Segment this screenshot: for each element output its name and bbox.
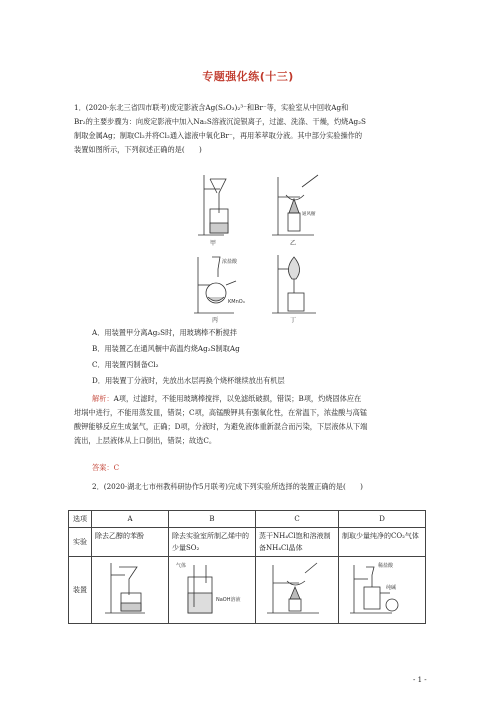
page-number: - 1 - — [413, 676, 427, 684]
label-naoh: NaOH溶液 — [216, 597, 241, 603]
q1-option-a: A．用装置甲分离Ag₂S时，用玻璃棒不断搅拌 — [92, 328, 237, 337]
label-conc-hcl: 浓盐酸 — [222, 259, 238, 265]
row-label: 实验 — [69, 528, 92, 557]
experiment-cell: 除去实验室所制乙烯中的少量SO₂ — [169, 528, 256, 557]
header-cell: A — [92, 511, 169, 528]
heating-apparatus — [272, 175, 318, 235]
q2-options-table — [68, 510, 426, 624]
q1-stem-line1: 1．(2020·东北三省四市联考)废定影液含Ag(S₂O₃)₂³⁻和Br⁻等，实验室从中回收Ag和 — [74, 103, 349, 112]
header-cell: 选项 — [69, 511, 92, 528]
q1-apparatus-figure — [190, 165, 330, 323]
label-gas: 气体 — [176, 563, 187, 569]
q1-option-b: B．用装置乙在通风橱中高温灼烧Ag₂S制取Ag — [92, 344, 240, 353]
label-marble: 纯碱 — [386, 585, 397, 591]
evaporation-icon — [259, 559, 335, 617]
label-yi: 乙 — [290, 240, 297, 247]
q1-analysis-line4: 流出，上层液体从上口倒出，错误；故选C。 — [74, 436, 217, 445]
table-row-experiment — [69, 528, 426, 557]
gas-generator-icon — [342, 559, 422, 617]
analysis-label: 解析： — [92, 394, 114, 403]
experiment-cell: 蒸干NH₄Cl饱和溶液制备NH₄Cl晶体 — [256, 528, 339, 557]
row-label: 装置 — [69, 557, 92, 624]
label-jia: 甲 — [210, 240, 217, 247]
header-cell: D — [339, 511, 426, 528]
label-bing: 丙 — [212, 317, 219, 323]
separatory-funnel — [272, 255, 316, 313]
apparatus-cell — [339, 557, 426, 624]
q2-stem: 2．(2020·湖北七市州教科研协作5月联考)完成下列实验所选择的装置正确的是( ) — [92, 482, 363, 491]
label-ventilation: 通风橱 — [302, 212, 316, 217]
funnel-filter-icon — [95, 559, 165, 617]
gas-washing-bottle-icon — [172, 559, 252, 617]
filtration-apparatus — [198, 175, 228, 235]
apparatus-cell — [169, 557, 256, 624]
table-header-row — [69, 511, 426, 528]
header-cell: B — [169, 511, 256, 528]
q1-stem-line3: 制取金属Ag；制取Cl₂并将Cl₂通入滤液中氧化Br⁻，再用苯萃取分液。其中部分实验操作的 — [74, 131, 363, 140]
apparatus-cell — [256, 557, 339, 624]
q1-stem-line4: 装置如图所示，下列叙述正确的是( ) — [74, 145, 202, 154]
experiment-cell: 除去乙醇的苯酚 — [92, 528, 169, 557]
table-row-apparatus — [69, 557, 426, 624]
header-cell: C — [256, 511, 339, 528]
experiment-cell: 制取少量纯净的CO₂气体 — [339, 528, 426, 557]
q1-answer: 答案：C — [92, 463, 120, 472]
apparatus-cell — [92, 557, 169, 624]
q1-analysis-line1: 解析：A项，过滤时，不能用玻璃棒搅拌，以免滤纸破损，错误；B项，灼烧固体应在 — [92, 394, 362, 403]
q1-option-c: C．用装置丙制备Cl₂ — [92, 360, 159, 369]
label-kmno4: KMnO₄ — [228, 299, 245, 305]
q1-analysis-line3: 酸钾能够反应生成氯气，正确；D项，分液时，为避免液体重新混合而污染，下层液体从下端 — [74, 422, 368, 431]
q1-option-d: D．用装置丁分液时，先放出水层再换个烧杯继续放出有机层 — [92, 376, 285, 385]
q1-stem-line2: Br₂的主要步骤为：向废定影液中加入Na₂S溶液沉淀银离子，过滤、洗涤、干燥，灼烧Ag₂S — [74, 117, 366, 126]
page-title: 专题强化练(十三) — [202, 70, 294, 83]
label-ding: 丁 — [290, 317, 297, 323]
label-dilute-hcl: 稀盐酸 — [378, 563, 394, 569]
q1-analysis-line2: 坩埚中进行，不能用蒸发皿，错误；C项，高锰酸钾具有强氧化性，在常温下，浓盐酸与高锰 — [74, 408, 368, 417]
